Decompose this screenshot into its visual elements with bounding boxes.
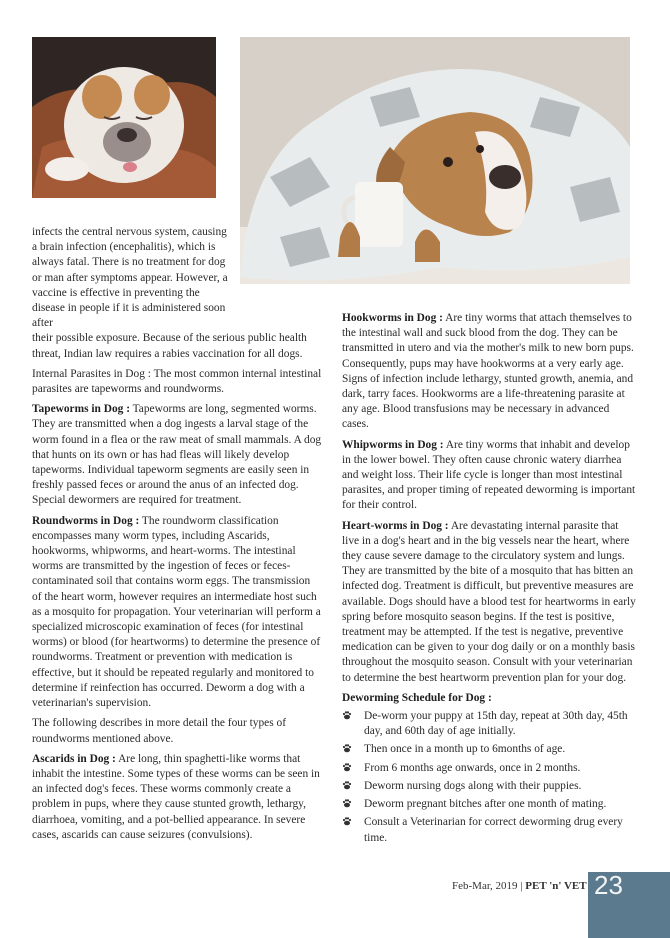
whipworms-paragraph <box>342 438 637 514</box>
article-right-column <box>342 311 637 849</box>
paw-print-icon <box>342 798 352 808</box>
article-left-column <box>32 225 322 848</box>
heartworms-paragraph <box>342 519 637 686</box>
footer-separator: | <box>517 880 526 892</box>
paw-print-icon <box>342 743 352 753</box>
paw-print-icon <box>342 816 352 826</box>
whipworms-heading: Whipworms in Dog : <box>342 438 444 451</box>
roundworms-heading: Roundworms in Dog : <box>32 514 140 527</box>
roundworms-body: The roundworm classification encompasses many worm types, including Ascarids, hookworms, whipworms, and heart-worms. The intestinal worms are transmitted by the ingestion of feces or feces-contaminated soil that contains worm eggs. The transmission of the heart worm, however requires an intermediate host such as a mosquito for propagation. Your veterinarian will perform a specialized microscopic examination of feces (for intestinal worms) or blood (for heartworms) to determine the presence of roundworms. Treatment or prevention with medication is effective, but it should be repeated regularly and monitored to determine if reinfection has occurred. Deworm a dog with a veterinarian's supervision. <box>32 514 321 710</box>
schedule-item <box>342 815 637 845</box>
rabies-text-wrapped: infects the central nervous system, causing a brain infection (encephalitis), which is always fatal. There is no treatment for dog or man after symptoms appear. However, a vaccine is effective in preventing the disease in people if it is administered soon after <box>32 226 228 330</box>
paw-print-icon <box>342 710 352 720</box>
hookworms-body: Are tiny worms that attach themselves to the intestinal wall and suck blood from the dog. They can be transmitted in utero and via the mother's milk to new born pups. Consequently, pups may have hookworms at a very early age. Signs of infection include lethargy, stunted growth, anemia, and dark, tarry faces. Hookworms are a life-threatening parasite at any age. Blood transfusions may be necessary in advanced cases. <box>342 312 634 431</box>
schedule-item <box>342 797 637 812</box>
rabies-text: their possible exposure. Because of the serious public health threat, Indian law requires a rabies vaccination for all dogs. <box>32 332 307 360</box>
paw-print-icon <box>342 762 352 772</box>
ascarids-heading: Ascarids in Dog : <box>32 752 116 765</box>
schedule-heading-paragraph <box>342 691 637 706</box>
schedule-item <box>342 709 637 739</box>
hookworms-paragraph <box>342 311 637 433</box>
schedule-item-text: Deworm nursing dogs along with their puppies. <box>364 779 582 792</box>
bulldog-photo <box>32 37 216 198</box>
internal-parasites-paragraph: Internal Parasites in Dog : The most common internal intestinal parasites are tapeworms and roundworms. <box>32 367 322 396</box>
magazine-name: PET 'n' VET <box>525 880 587 892</box>
tapeworms-paragraph <box>32 402 322 508</box>
whipworms-body: Are tiny worms that inhabit and develop in the lower bowel. They often cause chronic watery diarrhea and weight loss. Their life cycle is longer than most intestinal parasites, and proper timing of repeated deworming is important for their control. <box>342 438 636 512</box>
schedule-item-text: Deworm pregnant bitches after one month of mating. <box>364 798 607 811</box>
page-number-box <box>588 872 670 938</box>
schedule-item <box>342 761 637 776</box>
schedule-item-text: De-worm your puppy at 15th day, repeat at 30th day, 45th day, and 60th day of age initially. <box>364 710 628 738</box>
deworming-schedule-list <box>342 709 637 846</box>
tapeworms-heading: Tapeworms in Dog : <box>32 403 130 416</box>
issue-date: Feb-Mar, 2019 <box>452 880 518 892</box>
schedule-item-text: Then once in a month up to 6months of age. <box>364 743 566 756</box>
schedule-item-text: From 6 months age onwards, once in 2 months. <box>364 761 581 774</box>
schedule-item <box>342 779 637 794</box>
ascarids-paragraph <box>32 752 322 843</box>
heartworms-heading: Heart-worms in Dog : <box>342 519 449 532</box>
schedule-item-text: Consult a Veterinarian for correct deworming drug every time. <box>364 816 623 844</box>
four-types-paragraph: The following describes in more detail the four types of roundworms mentioned above. <box>32 717 287 745</box>
tapeworms-body: Tapeworms are long, segmented worms. They are transmitted when a dog ingests a larval stage of the worm found in a flea or the raw meat of small mammals. A dog that hunts on its own or has had fleas will likely develop tapeworms. Individual tapeworm segments are easily seen in freshly passed feces or around the anus of an infected dog. Special dewormers are required for treatment. <box>32 403 322 507</box>
roundworms-paragraph <box>32 514 322 712</box>
page-number: 23 <box>594 870 623 900</box>
schedule-item <box>342 742 637 757</box>
page-footer <box>452 880 587 892</box>
heartworms-body: Are devastating internal parasite that live in a dog's heart and in the big vessels near the heart, where they cause severe damage to the circulatory system and lungs. They are transmitted by the bite of a mosquito that has bitten an infected dog. Treatment is difficult, but preventive measures are available. Dogs should have a blood test for heartworms in early spring before mosquito season begins. If the test is positive, treatment may be attempted. If the test is negative, preventive medication can be given to your dog daily or on a monthly basis throughout the mosquito season. Consult with your veterinarian to determine the best heartworm prevention plan for your dog. <box>342 519 636 684</box>
ascarids-body: Are long, thin spaghetti-like worms that inhabit the intestine. Some types of these worms can be seen in an infected dog's feces. These worms commonly create a problem in pups, where they cause stunted growth, lethargy, diarrhoea, vomiting, and a pot-bellied appearance. In severe cases, ascarids can cause seizures (convulsions). <box>32 752 320 841</box>
bulldog-illustration <box>32 37 216 198</box>
paw-print-icon <box>342 780 352 790</box>
hookworms-heading: Hookworms in Dog : <box>342 312 443 324</box>
schedule-heading: Deworming Schedule for Dog : <box>342 691 492 704</box>
